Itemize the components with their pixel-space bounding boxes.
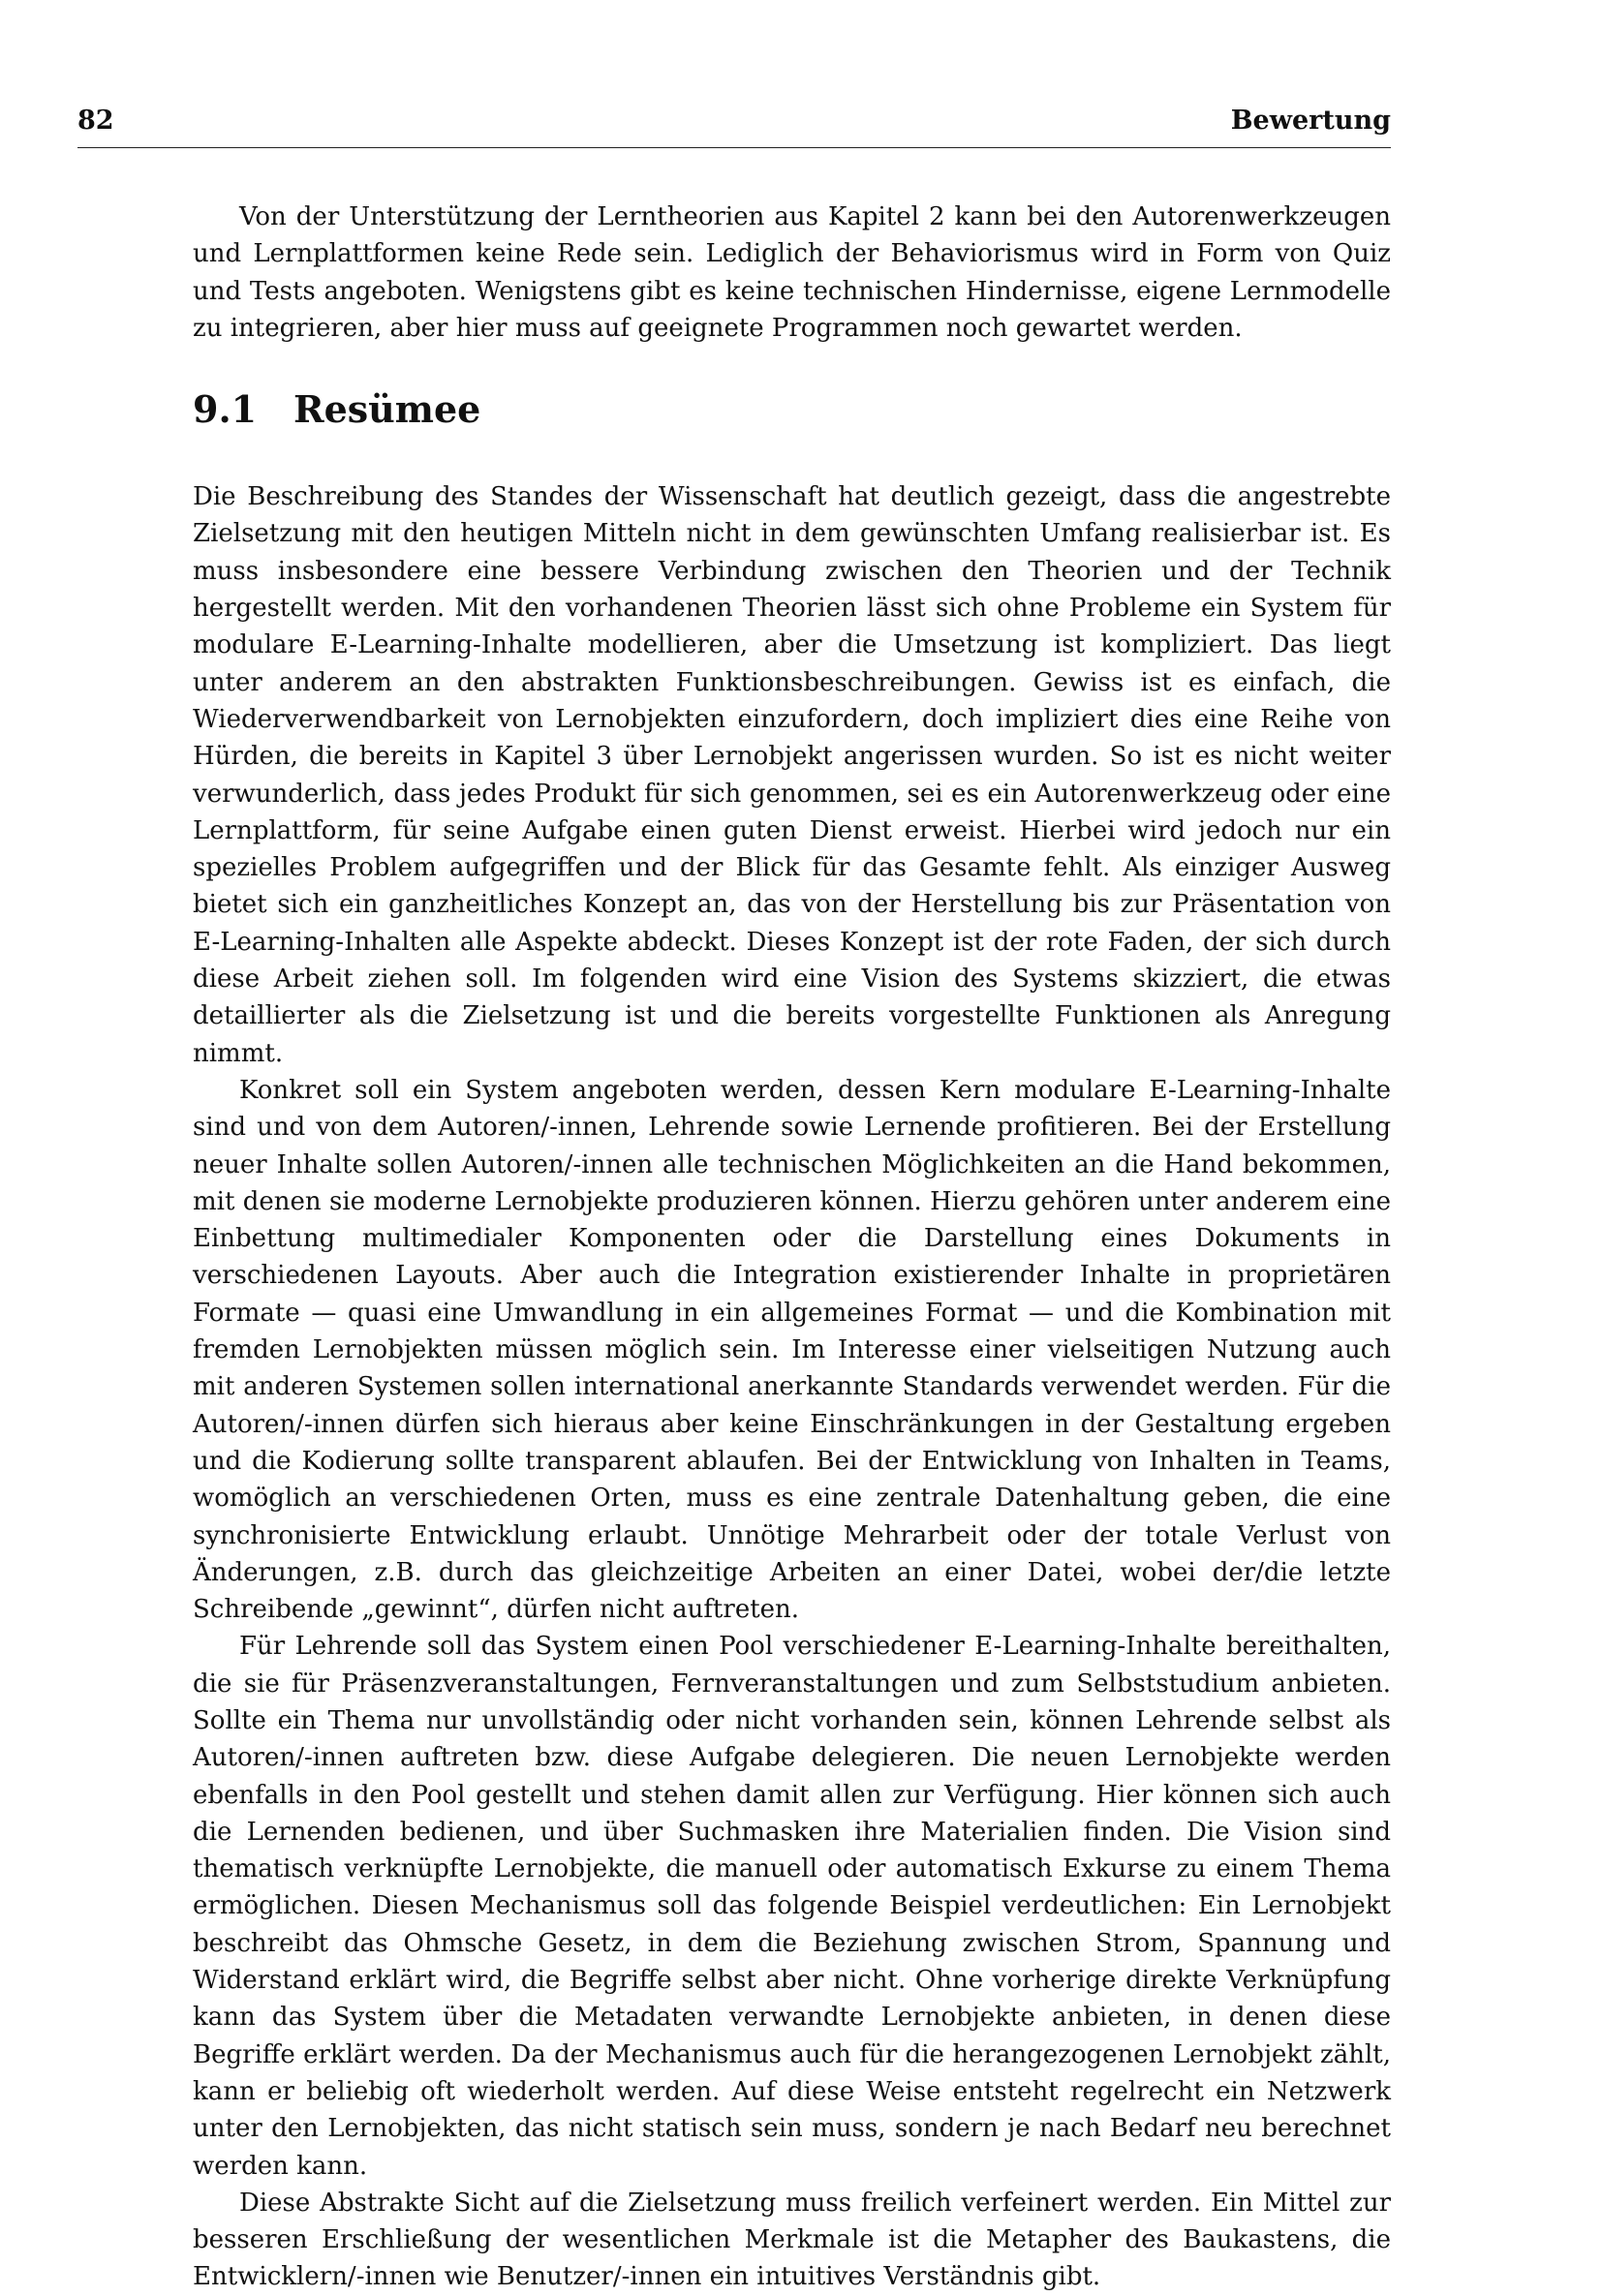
intro-paragraph: Von der Unterstützung der Lerntheorien aus Kapitel 2 kann bei den Autorenwerkzeugen und Lernplattformen keine Rede sein. Lediglich der Behaviorismus wird in Form von Quiz und Tests angeboten. Wenigstens gibt es keine technischen Hindernisse, eigene Lernmodelle zu integrieren, aber hier muss auf geeignete Programmen noch gewartet werden. (193, 202, 1391, 343)
section-title: Resümee (293, 387, 481, 432)
running-title: Bewertung (1230, 106, 1391, 136)
page-number: 82 (77, 106, 114, 136)
body-paragraph: Für Lehrende soll das System einen Pool verschiedener E-Learning-Inhalte bereithalten, die sie für Präsenzveranstaltungen, Fernveranstaltungen und zum Selbststudium anbieten. Sollte ein Thema nur unvollständig oder nicht vorhanden sein, können Lehrende selbst als Autoren/-innen auftreten bzw. diese Aufgabe delegieren. Die neuen Lernobjekte werden ebenfalls in den Pool gestellt und stehen damit allen zur Verfügung. Hier können sich auch die Lernenden bedienen, und über Suchmasken ihre Materialien finden. Die Vision sind thematisch verknüpfte Lernobjekte, die manuell oder automatisch Exkurse zu einem Thema ermöglichen. Diesen Mechanismus soll das folgende Beispiel verdeutlichen: Ein Lernobjekt beschreibt das Ohmsche Gesetz, in dem die Beziehung zwischen Strom, Spannung und Widerstand erklärt wird, die Begriffe selbst aber nicht. Ohne vorherige direkte Verknüpfung kann das System über die Metadaten verwandte Lernobjekte anbieten, in denen diese Begriffe erklärt werden. Da der Mechanismus auch für die herangezogenen Lernobjekt zählt, kann er beliebig oft wiederholt werden. Auf diese Weise entsteht regelrecht ein Netzwerk unter den Lernobjekten, das nicht statisch sein muss, sondern je nach Bedarf neu berechnet werden kann. (193, 1632, 1391, 2181)
page-body (193, 199, 1391, 2296)
page-header (77, 105, 1391, 148)
body-paragraph: Diese Abstrakte Sicht auf die Zielsetzung muss freilich verfeinert werden. Ein Mittel zur besseren Erschließung der wesentlichen Merkmale ist die Metapher des Baukastens, die Entwicklern/-innen wie Benutzer/-innen ein intuitives Verständnis gibt. (193, 2188, 1391, 2292)
section-number: 9.1 (193, 387, 258, 432)
body-paragraph: Konkret soll ein System angeboten werden, dessen Kern modulare E-Learning-Inhalte sind und von dem Autoren/-innen, Lehrende sowie Lernende profitieren. Bei der Erstellung neuer Inhalte sollen Autoren/-innen alle technischen Möglichkeiten an die Hand bekommen, mit denen sie moderne Lernobjekte produzieren können. Hierzu gehören unter anderem eine Einbettung multimedialer Komponenten oder die Darstellung eines Dokuments in verschiedenen Layouts. Aber auch die Integration existierender Inhalte in proprietären Formate — quasi eine Umwandlung in ein allgemeines Format — und die Kombination mit fremden Lernobjekten müssen möglich sein. Im Interesse einer vielseitigen Nutzung auch mit anderen Systemen sollen international anerkannte Standards verwendet werden. Für die Autoren/-innen dürfen sich hieraus aber keine Einschränkungen in der Gestaltung ergeben und die Kodierung sollte transparent ablaufen. Bei der Entwicklung von Inhalten in Teams, womöglich an verschiedenen Orten, muss es eine zentrale Datenhaltung geben, die eine synchronisierte Entwicklung erlaubt. Unnötige Mehrarbeit oder der totale Verlust von Änderungen, z.B. durch das gleichzeitige Arbeiten an einer Datei, wobei der/die letzte Schreibende „gewinnt“, dürfen nicht auftreten. (193, 1075, 1391, 1625)
body-paragraph: Die Beschreibung des Standes der Wissenschaft hat deutlich gezeigt, dass die angestrebte Zielsetzung mit den heutigen Mitteln nicht in dem gewünschten Umfang realisierbar ist. Es muss insbesondere eine bessere Verbindung zwischen den Theorien und der Technik hergestellt werden. Mit den vorhandenen Theorien lässt sich ohne Probleme ein System für modulare E-Learning-Inhalte modellieren, aber die Umsetzung ist kompliziert. Das liegt unter anderem an den abstrakten Funktionsbeschreibungen. Gewiss ist es einfach, die Wiederverwendbarkeit von Lernobjekten einzufordern, doch impliziert dies eine Reihe von Hürden, die bereits in Kapitel 3 über Lernobjekt angerissen wurden. So ist es nicht weiter verwunderlich, dass jedes Produkt für sich genommen, sei es ein Autorenwerkzeug oder eine Lernplattform, für seine Aufgabe einen guten Dienst erweist. Hierbei wird jedoch nur ein spezielles Problem aufgegriffen und der Blick für das Gesamte fehlt. Als einziger Ausweg bietet sich ein ganzheitliches Konzept an, das von der Herstellung bis zur Präsentation von E-Learning-Inhalten alle Aspekte abdeckt. Dieses Konzept ist der rote Faden, der sich durch diese Arbeit ziehen soll. Im folgenden wird eine Vision des Systems skizziert, die etwas detaillierter als die Zielsetzung ist und die bereits vorgestellte Funktionen als Anregung nimmt. (193, 482, 1391, 1068)
section-heading (193, 385, 1391, 463)
